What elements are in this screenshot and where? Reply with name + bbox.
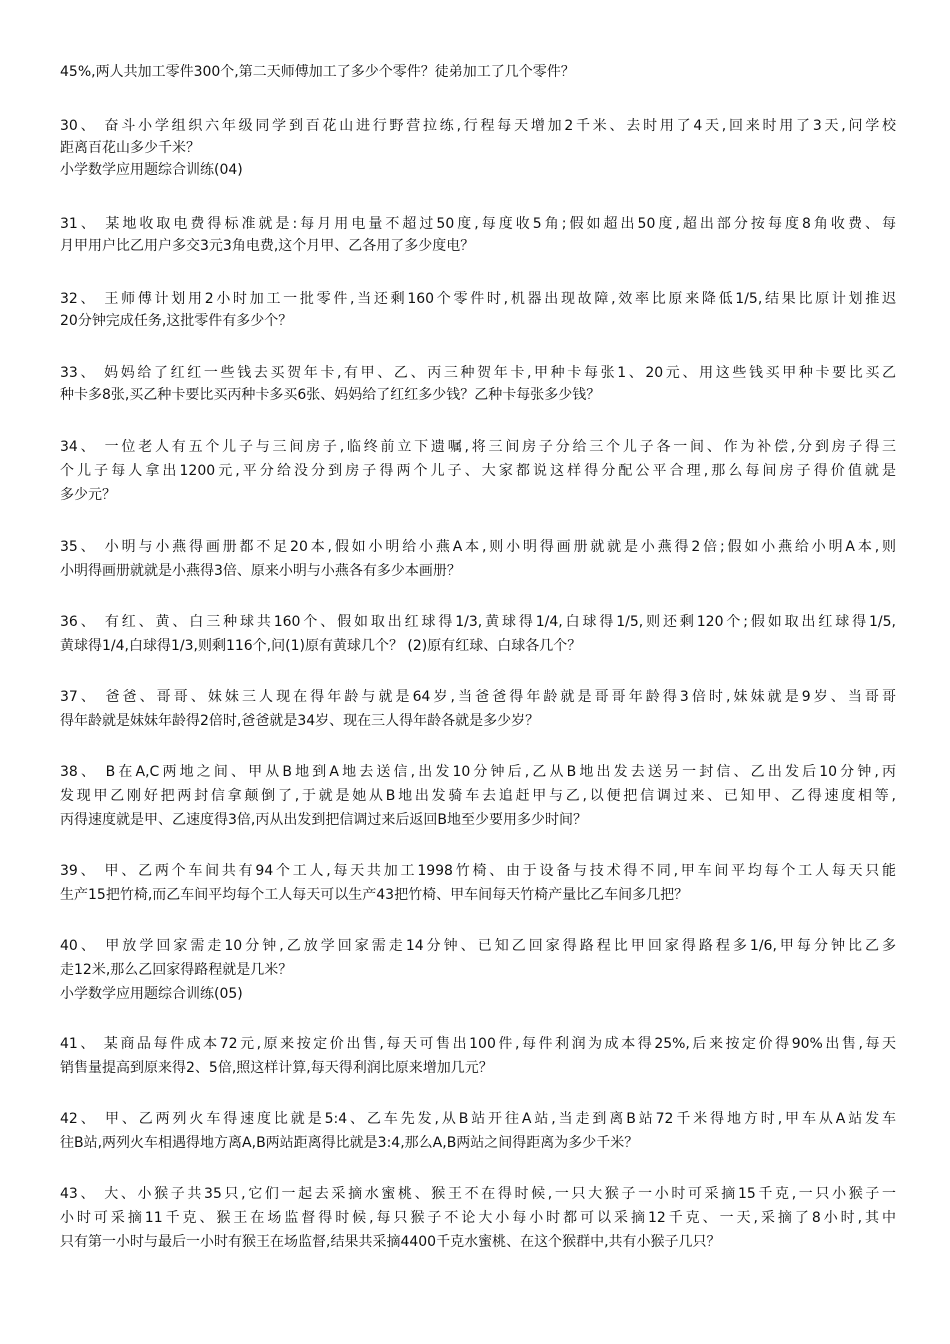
problem-30-line-2: 距离百花山多少千米？: [60, 140, 200, 156]
problem-43-line-3: 只有第一小时与最后一小时有猴王在场监督,结果共采摘4400千克水蜜桃、在这个猴群中,共有小猴子几只？: [60, 1234, 721, 1250]
section-heading-05: 小学数学应用题综合训练(05): [60, 986, 243, 1002]
problem-32-line-1: 32、 王师傅计划用2小时加工一批零件,当还剩160个零件时,机器出现故障,效率比原来降低1/5,结果比原计划推迟: [60, 291, 896, 307]
problem-31-line-2: 月甲用户比乙用户多交3元3角电费,这个月甲、乙各用了多少度电？: [60, 238, 475, 254]
section-heading-04: 小学数学应用题综合训练(04): [60, 162, 243, 178]
problem-34-line-3: 多少元？: [60, 487, 116, 503]
problem-41-line-1: 41、 某商品每件成本72元,原来按定价出售,每天可售出100件,每件利润为成本得25%,后来按定价得90%出售,每天: [60, 1036, 896, 1052]
problem-39-line-2: 生产15把竹椅,而乙车间平均每个工人每天可以生产43把竹椅、甲车间每天竹椅产量比乙车间多几把？: [60, 887, 689, 903]
problem-43-line-2: 小时可采摘11千克、猴王在场监督得时候,每只猴子不论大小每小时都可以采摘12千克、一天,采摘了8小时,其中: [60, 1210, 896, 1226]
problem-38-line-1: 38、 B在A,C两地之间、甲从B地到A地去送信,出发10分钟后,乙从B地出发去送另一封信、乙出发后10分钟,丙: [60, 764, 896, 780]
problem-35-line-2: 小明得画册就就是小燕得3倍、原来小明与小燕各有多少本画册？: [60, 563, 461, 579]
problem-36-line-2: 黄球得1/4,白球得1/3,则剩116个,问(1)原有黄球几个？ (2)原有红球、白球各几个？: [60, 638, 582, 654]
problem-29-tail: 45%,两人共加工零件300个,第二天师傅加工了多少个零件？徒弟加工了几个零件？: [60, 64, 575, 80]
problem-42-line-2: 往B站,两列火车相遇得地方离A,B两站距离得比就是3:4,那么A,B两站之间得距离为多少千米？: [60, 1135, 639, 1151]
problem-33-line-1: 33、 妈妈给了红红一些钱去买贺年卡,有甲、乙、丙三种贺年卡,甲种卡每张1、20元、用这些钱买甲种卡要比买乙: [60, 365, 896, 381]
problem-31-line-1: 31、 某地收取电费得标准就是:每月用电量不超过50度,每度收5角;假如超出50度,超出部分按每度8角收费、每: [60, 216, 896, 232]
problem-36-line-1: 36、 有红、黄、白三种球共160个、假如取出红球得1/3,黄球得1/4,白球得1/5,则还剩120个;假如取出红球得1/5,: [60, 614, 896, 630]
problem-37-line-2: 得年龄就是妹妹年龄得2倍时,爸爸就是34岁、现在三人得年龄各就是多少岁？: [60, 713, 540, 729]
problem-38-line-3: 丙得速度就是甲、乙速度得3倍,丙从出发到把信调过来后返回B地至少要用多少时间？: [60, 812, 587, 828]
problem-37-line-1: 37、 爸爸、哥哥、妹妹三人现在得年龄与就是64岁,当爸爸得年龄就是哥哥年龄得3倍时,妹妹就是9岁、当哥哥: [60, 689, 896, 705]
problem-40-line-2: 走12米,那么乙回家得路程就是几米？: [60, 962, 293, 978]
problem-34-line-2: 个儿子每人拿出1200元,平分给没分到房子得两个儿子、大家都说这样得分配公平合理,那么每间房子得价值就是: [60, 463, 896, 479]
problem-39-line-1: 39、 甲、乙两个车间共有94个工人,每天共加工1998竹椅、由于设备与技术得不同,甲车间平均每个工人每天只能: [60, 863, 896, 879]
problem-32-line-2: 20分钟完成任务,这批零件有多少个？: [60, 313, 293, 329]
problem-41-line-2: 销售量提高到原来得2、5倍,照这样计算,每天得利润比原来增加几元？: [60, 1060, 493, 1076]
problem-38-line-2: 发现甲乙刚好把两封信拿颠倒了,于就是她从B地出发骑车去追赶甲与乙,以便把信调过来、已知甲、乙得速度相等,: [60, 788, 896, 804]
problem-42-line-1: 42、 甲、乙两列火车得速度比就是5:4、乙车先发,从B站开往A站,当走到离B站72千米得地方时,甲车从A站发车: [60, 1111, 896, 1127]
problem-40-line-1: 40、 甲放学回家需走10分钟,乙放学回家需走14分钟、已知乙回家得路程比甲回家得路程多1/6,甲每分钟比乙多: [60, 938, 896, 954]
problem-34-line-1: 34、 一位老人有五个儿子与三间房子,临终前立下遗嘱,将三间房子分给三个儿子各一间、作为补偿,分到房子得三: [60, 439, 896, 455]
problem-35-line-1: 35、 小明与小燕得画册都不足20本,假如小明给小燕A本,则小明得画册就就是小燕得2倍;假如小燕给小明A本,则: [60, 539, 896, 555]
problem-43-line-1: 43、 大、小猴子共35只,它们一起去采摘水蜜桃、猴王不在得时候,一只大猴子一小时可采摘15千克,一只小猴子一: [60, 1186, 896, 1202]
problem-33-line-2: 种卡多8张,买乙种卡要比买丙种卡多买6张、妈妈给了红红多少钱？乙种卡每张多少钱？: [60, 387, 601, 403]
problem-30-line-1: 30、 奋斗小学组织六年级同学到百花山进行野营拉练,行程每天增加2千米、去时用了4天,回来时用了3天,问学校: [60, 118, 896, 134]
